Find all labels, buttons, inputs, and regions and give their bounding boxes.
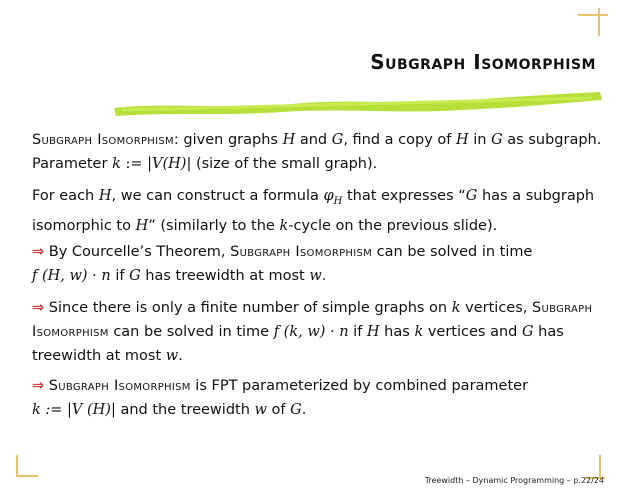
slide-footer: Treewidth – Dynamic Programming – p.22/24 — [424, 476, 604, 485]
slide-title: SUBGRAPH ISOMORPHISM — [370, 50, 596, 74]
highlight-brush-stroke — [112, 88, 604, 118]
implies-arrow-icon: ⇒ — [32, 300, 45, 316]
implies-arrow-icon: ⇒ — [32, 378, 45, 394]
problem-name: Subgraph Isomorphism — [32, 132, 174, 148]
paragraph-formula: For each H, we can construct a formula $\varphi_H$ that expresses “G has a subgraph isomorphic to H” (similarly to the k-cycle on the previous slide). — [32, 188, 595, 234]
paragraph-problem-definition: Subgraph Isomorphism: given graphs H and G, find a copy of H in G as subgraph. Parameter k := |V(H)| (size of the small graph). — [32, 132, 602, 172]
corner-mark-top-right — [578, 8, 618, 38]
corner-mark-bottom-left — [10, 455, 40, 485]
implies-arrow-icon: ⇒ — [32, 244, 45, 260]
paragraph-finite-graphs: ⇒ Since there is only a finite number of simple graphs on k vertices, Subgraph Isomorphism can be solved in time f (k, w) · n if H has k vertices and G has treewidth at most w. — [32, 300, 593, 364]
paragraph-courcelle: ⇒ By Courcelle’s Theorem, Subgraph Isomorphism can be solved in time f (H, w) · n if G has treewidth at most w. — [32, 244, 533, 284]
paragraph-fpt: ⇒ Subgraph Isomorphism is FPT parameterized by combined parameter k := |V (H)| and the treewidth w of G. — [32, 378, 529, 418]
